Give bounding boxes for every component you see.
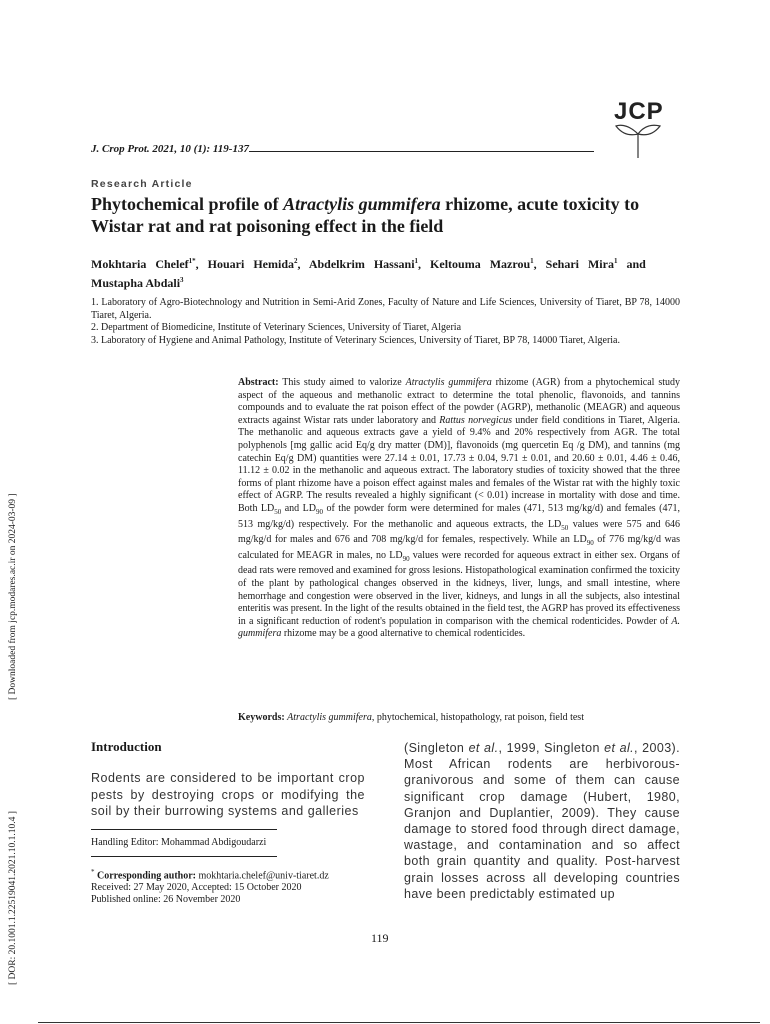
introduction-heading: Introduction [91,739,162,754]
paper-title [91,193,691,237]
keywords-label: Keywords: [238,712,285,723]
affiliations [91,297,680,347]
logo-text: JCP [614,98,664,125]
received-date: Received: 27 May 2020, Accepted: 15 October 2020 [91,882,302,894]
corresponding-author: * Corresponding author: mokhtaria.chelef@univ-tiaret.dz [91,868,329,882]
footnote-rule [91,856,277,857]
author: Abdelkrim Hassani$^1$, [308,257,431,271]
bottom-rule [38,1022,760,1023]
citation-text: J. Crop Prot. 2021, 10 (1): 119-137 [91,143,249,155]
article-type: Research Article [91,178,193,190]
page-number: 119 [371,931,389,945]
keywords [238,712,680,723]
affiliation-item: 1. Laboratory of Agro-Biotechnology and Nutrition in Semi-Arid Zones, Faculty of Nature and Life Sciences, University of Tiaret, BP 78, 14000 Tiaret, Algeria. [91,297,680,321]
citation-rule [249,142,594,152]
published-date: Published online: 26 November 2020 [91,894,241,906]
author: Sehari Mira$^1$ [545,257,618,271]
keywords-species: Atractylis gummifera [287,712,372,723]
handling-editor: Handling Editor: Mohammad Abdigoudarzi [91,837,267,848]
author: Mokhtaria Chelef$^{1*}$, [91,257,208,271]
footnotes [91,866,381,906]
abstract: Abstract: This study aimed to valorize Atractylis gummifera rhizome (AGR) from a phytochemical study aspect of the aqueous and methanolic extract to determine the total phenolic, flavonoids, and tannins compounds and to evaluate the rat poison effect of the powder (AGRP), methanolic (MEAGR) and aqueous extracts against Wistar rats under laboratory and Rattus norvegicus under field conditions in Tiaret, Algeria. The methanolic and aqueous extracts gave a yield of 9.4% and 20% respectively from AGR. The total polyphenols [mg gallic acid Eq/g dry matter (DM)], flavonoids (mg quercetin Eq /g DM), and tannins (mg catechin Eq/g DM) quantities were 27.14 ± 0.01, 17.73 ± 0.04, 9.71 ± 0.01, and 20.60 ± 0.01, 4.46 ± 0.46, 11.12 ± 0.02 in the methanolic and aqueous extract. The laboratory studies of toxicity showed that the three forms of plant rhizome have a poison effect against males and females of the Wistar rat with the highly toxic effect of AGRP. The results revealed a highly significant (< 0.01) increase in mortality with dose and time. Both $LD_{50}$ and $LD_{90}$ of the powder form were determined for males (471, 513 mg/kg/d) and females (471, 513 mg/kg/d) respectively. For the methanolic and aqueous extracts, the $LD_{50}$ values were 575 and 646 mg/kg/d for males and 676 and 708 mg/kg/d for females, respectively. While an $LD_{90}$ of 776 mg/kg/d was calculated for MEAGR in males, no $LD_{90}$ values were recorded for aqueous extract in either sex. Organs of dead rats were removed and examined for gross lesions. Histopathological examination confirmed the toxicity of the plant by pathological changes observed in the kidneys, liver, lungs, and small intestine, where hemorrhage and congestion were observed in the liver, kidneys, and lungs in all the subjects, also intestinal enteritis was present. In the light of the results obtained in the field test, the AGRP has proved its effectiveness in a significant reduction of rodent's population in comparison with the chemical rodenticides. Powder of A. gummifera rhizome may be a good alternative to chemical rodenticides. [238,377,681,640]
affiliation-item: 3. Laboratory of Hygiene and Animal Pathology, Institute of Veterinary Sciences, University of Tiaret, BP 78, 14000 Tiaret, Algeria. [91,334,620,346]
author: Houari Hemida$^2$, [207,257,309,271]
title-part-2: rhizome, acute toxicity to Wistar rat and rat poisoning effect in the field [91,194,640,236]
title-part-1: Phytochemical profile of [91,194,284,214]
download-stamp: [ Downloaded from jcp.modares.ac.ir on 2024-03-09 ] [8,493,18,700]
author: Keltouma Mazrou$^1$, [430,257,546,271]
footnote-rule [91,829,277,830]
abstract-label: Abstract: [238,377,279,388]
keywords-rest: , phytochemical, histopathology, rat poison, field test [371,712,584,723]
introduction-left-text: Rodents are considered to be important crop pests by destroying crops or modifying the soil by their burrowing systems and galleries [91,771,365,818]
introduction-right-text: (Singleton et al., 1999, Singleton et al., 2003). Most African rodents are herbivorous-granivorous and some of them can cause significant crop damage (Hubert, 1980, Granjon and Duplantier, 2009). They cause damage to stored food through direct damage, wastage, and contamination and so affect both grain quantity and quality. Post-harvest grain losses across all developing countries have been predictably estimated up [404,741,680,901]
author-list [91,253,681,291]
dor-stamp: [ DOR: 20.1001.1.22519041.2021.10.1.10.4 ] [8,811,18,985]
title-species: Atractylis gummifera [283,194,441,214]
journal-citation [91,142,621,155]
affiliation-item: 2. Department of Biomedicine, Institute of Veterinary Sciences, University of Tiaret, Algeria [91,322,462,334]
author: and Mustapha Abdali$^3$ [91,257,646,290]
